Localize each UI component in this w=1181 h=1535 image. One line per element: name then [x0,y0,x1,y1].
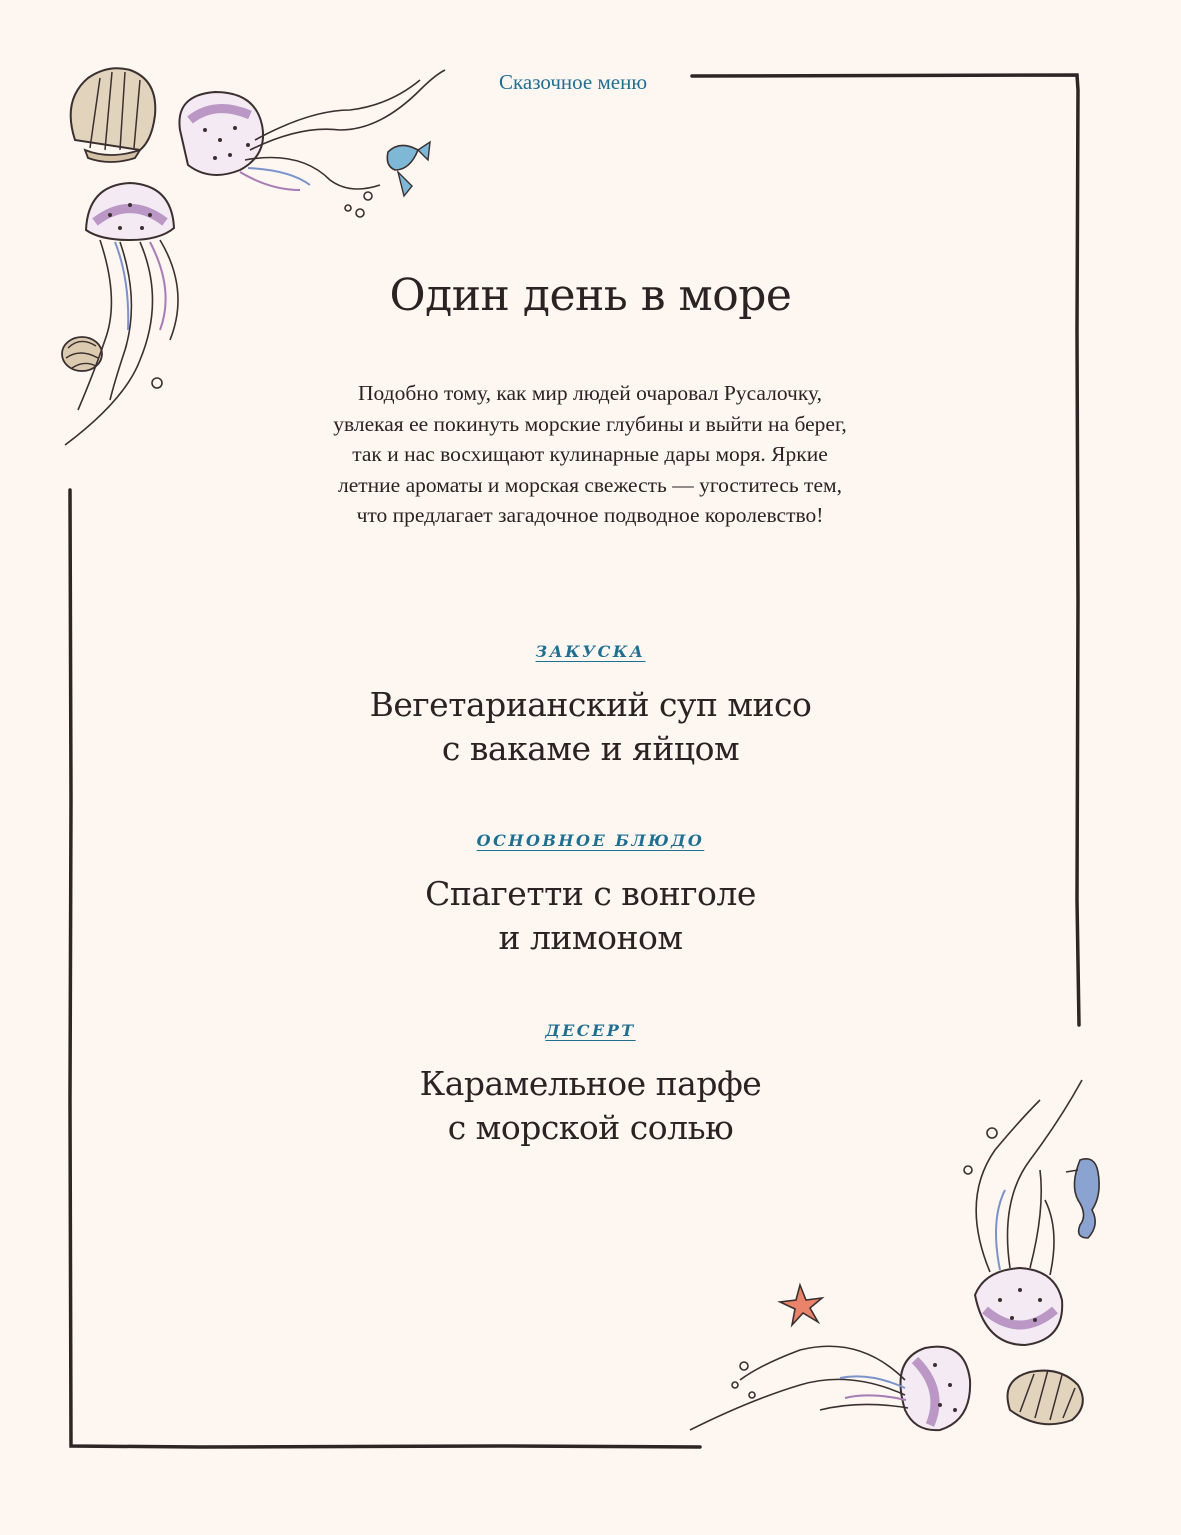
dish-line: Карамельное парфе [419,1064,762,1103]
dish-line: и лимоном [498,918,683,957]
course-dessert [0,1021,1181,1150]
course-label: ЗАКУСКА [535,642,646,661]
intro-line: увлекая ее покинуть морские глубины и выйти на берег, [333,411,847,436]
dish-name [0,683,1181,771]
dish-line: с морской солью [447,1108,734,1147]
jellyfish-icon [690,1346,970,1430]
seahorse-icon [1066,1159,1099,1238]
intro-line: что предлагает загадочное подводное королевство! [356,503,824,527]
course-label: ДЕСЕРТ [545,1021,636,1040]
dish-name [0,1062,1181,1150]
dish-line: Вегетарианский суп мисо [369,685,812,724]
dish-line: Спагетти с вонголе [425,874,756,913]
seashell-icon [62,337,102,371]
page-title: Один день в море [389,270,792,321]
intro-paragraph [240,378,940,531]
bubbles-icon [732,1128,997,1398]
intro-line: летние ароматы и морская свежесть — угоститесь тем, [338,472,842,497]
course-appetizer [0,642,1181,771]
jellyfish-icon [179,70,445,190]
course-main [0,831,1181,960]
seashell-icon [71,68,156,162]
seashell-icon [1008,1370,1083,1424]
dish-name [0,872,1181,960]
intro-line: так и нас восхищают кулинарные дары моря. Яркие [352,442,828,466]
dish-line: с вакаме и яйцом [441,729,740,768]
intro-line: Подобно тому, как мир людей очаровал Русалочку, [358,381,822,405]
menu-header-label: Сказочное меню [499,70,651,95]
fish-icon [387,142,430,196]
starfish-icon [780,1285,822,1325]
course-label: ОСНОВНОЕ БЛЮДО [476,831,705,850]
